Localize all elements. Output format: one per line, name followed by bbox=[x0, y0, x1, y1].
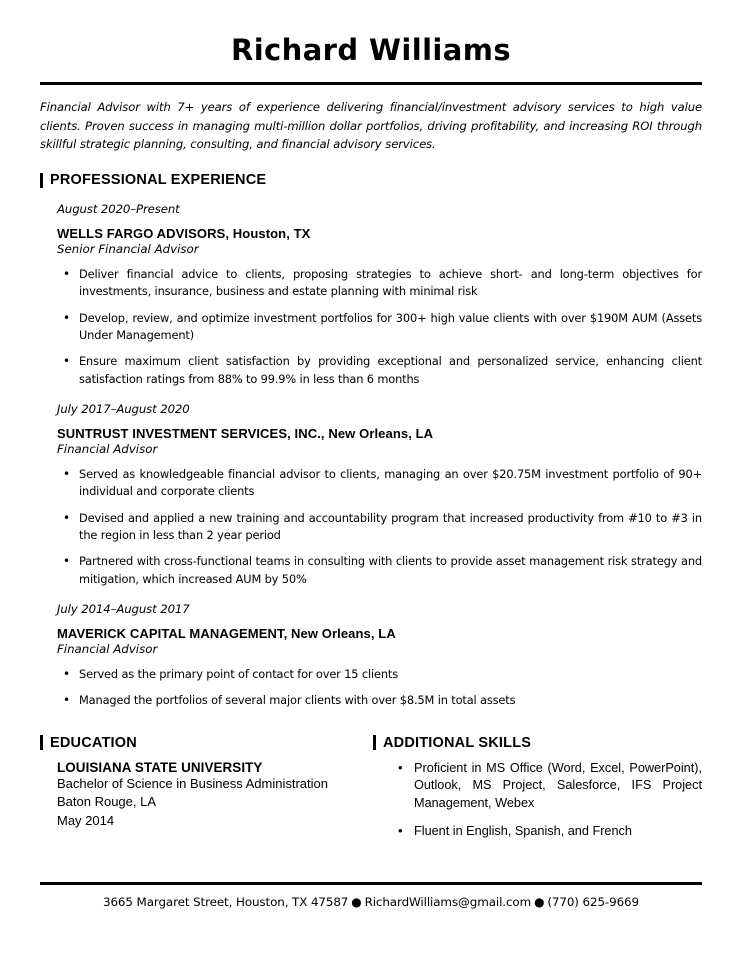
job-location: New Orleans, LA bbox=[291, 626, 396, 642]
job-location: New Orleans, LA bbox=[328, 426, 434, 442]
section-bar-icon bbox=[373, 735, 376, 750]
job-dates: August 2020–Present bbox=[57, 202, 180, 217]
page-title: Richard Williams bbox=[230, 33, 512, 67]
header-divider bbox=[40, 82, 702, 85]
list-item: • Ensure maximum client satisfaction by providing exceptional and personalized service, enhancing client satisfaction ratings from 88% to 99.9% in less than 6 months bbox=[57, 353, 702, 388]
experience-entry bbox=[40, 402, 702, 588]
list-item: • Proficient in MS Office (Word, Excel, PowerPoint), Outlook, MS Project, Salesforce, IFS Project Management, Webex bbox=[398, 760, 702, 813]
experience-entry bbox=[40, 602, 702, 710]
list-item: • Served as knowledgeable financial advisor to clients, managing an over $20.75M investment portfolio of 90+ individual and corporate clients bbox=[57, 466, 702, 501]
footer-email[interactable]: RichardWilliams@gmail.com bbox=[364, 895, 532, 909]
list-item: • Deliver financial advice to clients, proposing strategies to achieve short- and long-term objectives for investments, insurance, business and estate planning with minimal risk bbox=[57, 266, 702, 301]
section-bar-icon bbox=[40, 173, 43, 188]
job-position-title: Senior Financial Advisor bbox=[57, 242, 199, 257]
section-header-skills bbox=[373, 735, 702, 751]
job-dates: July 2017–August 2020 bbox=[57, 402, 190, 417]
job-bullet-list bbox=[57, 466, 702, 588]
job-bullet-list bbox=[57, 666, 702, 710]
job-company-line bbox=[57, 626, 702, 641]
education-location: Baton Rouge, LA bbox=[57, 794, 157, 810]
job-company-name: SUNTRUST INVESTMENT SERVICES, INC. bbox=[57, 426, 321, 442]
list-item: • Develop, review, and optimize investment portfolios for 300+ high value clients with over $190M AUM (Assets Under Management) bbox=[57, 310, 702, 345]
education-entry bbox=[40, 760, 373, 830]
footer-separator-icon: ● bbox=[351, 895, 362, 909]
list-item: • Devised and applied a new training and accountability program that increased productivity from #10 to #3 in the region in less than 2 year period bbox=[57, 510, 702, 545]
contact-footer bbox=[40, 895, 702, 909]
education-graduation-date: May 2014 bbox=[57, 812, 115, 828]
job-company-name: MAVERICK CAPITAL MANAGEMENT bbox=[57, 626, 284, 642]
job-company-comma: , bbox=[320, 426, 329, 442]
section-bar-icon bbox=[40, 735, 43, 750]
footer-phone[interactable]: (770) 625-9669 bbox=[547, 895, 639, 909]
list-item: • Fluent in English, Spanish, and French bbox=[398, 823, 702, 841]
section-header-experience bbox=[40, 172, 702, 188]
professional-summary: Financial Advisor with 7+ years of experience delivering financial/investment advisory services to high value clients. Proven success in managing multi-million dollar portfolios, driving profitability, and increasing ROI through skillful strategic planning, consulting, and financial advisory services. bbox=[40, 99, 702, 152]
footer-divider bbox=[40, 882, 702, 885]
job-bullet-list bbox=[57, 266, 702, 388]
list-item: • Partnered with cross-functional teams in consulting with clients to provide asset management risk strategy and mitigation, which increased AUM by 50% bbox=[57, 553, 702, 588]
footer-address: 3665 Margaret Street, Houston, TX 47587 bbox=[103, 895, 349, 909]
list-item: • Served as the primary point of contact for over 15 clients bbox=[57, 666, 702, 683]
job-dates: July 2014–August 2017 bbox=[57, 602, 190, 617]
education-school: LOUISIANA STATE UNIVERSITY bbox=[57, 759, 263, 775]
job-position-title: Financial Advisor bbox=[57, 442, 158, 457]
experience-entry bbox=[40, 202, 702, 388]
section-title-experience: PROFESSIONAL EXPERIENCE bbox=[50, 172, 267, 189]
job-company-line bbox=[57, 426, 702, 441]
job-company-comma: , bbox=[283, 626, 292, 642]
section-title-skills: ADDITIONAL SKILLS bbox=[383, 734, 532, 751]
bottom-columns bbox=[40, 735, 702, 841]
skills-list bbox=[373, 760, 702, 841]
job-location: Houston, TX bbox=[232, 226, 311, 242]
footer-separator-icon: ● bbox=[534, 895, 545, 909]
job-company-name: WELLS FARGO ADVISORS bbox=[57, 226, 226, 242]
section-header-education bbox=[40, 735, 373, 751]
job-position-title: Financial Advisor bbox=[57, 642, 158, 657]
section-title-education: EDUCATION bbox=[50, 734, 137, 751]
job-company-line bbox=[57, 226, 702, 241]
education-column bbox=[40, 735, 373, 841]
job-company-comma: , bbox=[225, 226, 233, 242]
skills-column bbox=[373, 735, 702, 841]
list-item: • Managed the portfolios of several major clients with over $8.5M in total assets bbox=[57, 692, 702, 709]
education-degree: Bachelor of Science in Business Administration bbox=[57, 775, 328, 791]
